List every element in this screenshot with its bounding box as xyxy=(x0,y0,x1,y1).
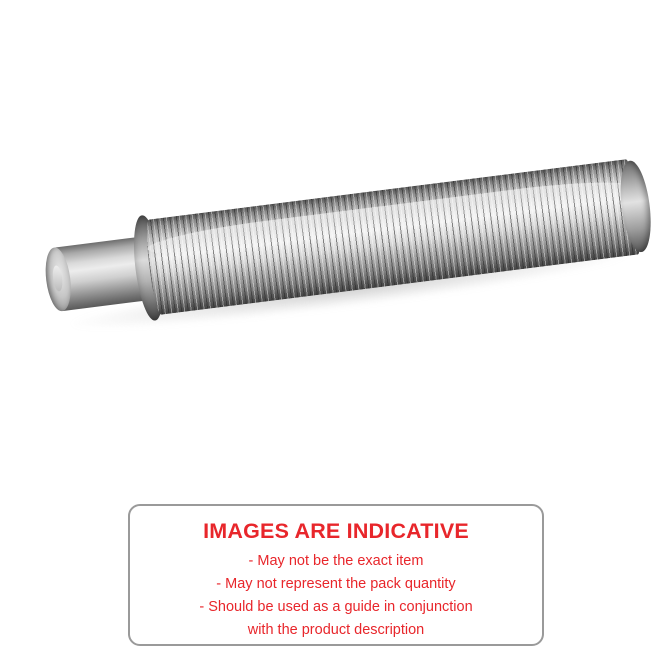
notice-title: IMAGES ARE INDICATIVE xyxy=(203,519,469,543)
indicative-images-notice xyxy=(128,504,544,646)
notice-line-2: - May not represent the pack quantity xyxy=(216,576,456,592)
notice-line-1: - May not be the exact item xyxy=(248,553,424,569)
notice-line-3: - Should be used as a guide in conjunction xyxy=(199,599,473,615)
notice-line-4: with the product description xyxy=(247,622,425,638)
